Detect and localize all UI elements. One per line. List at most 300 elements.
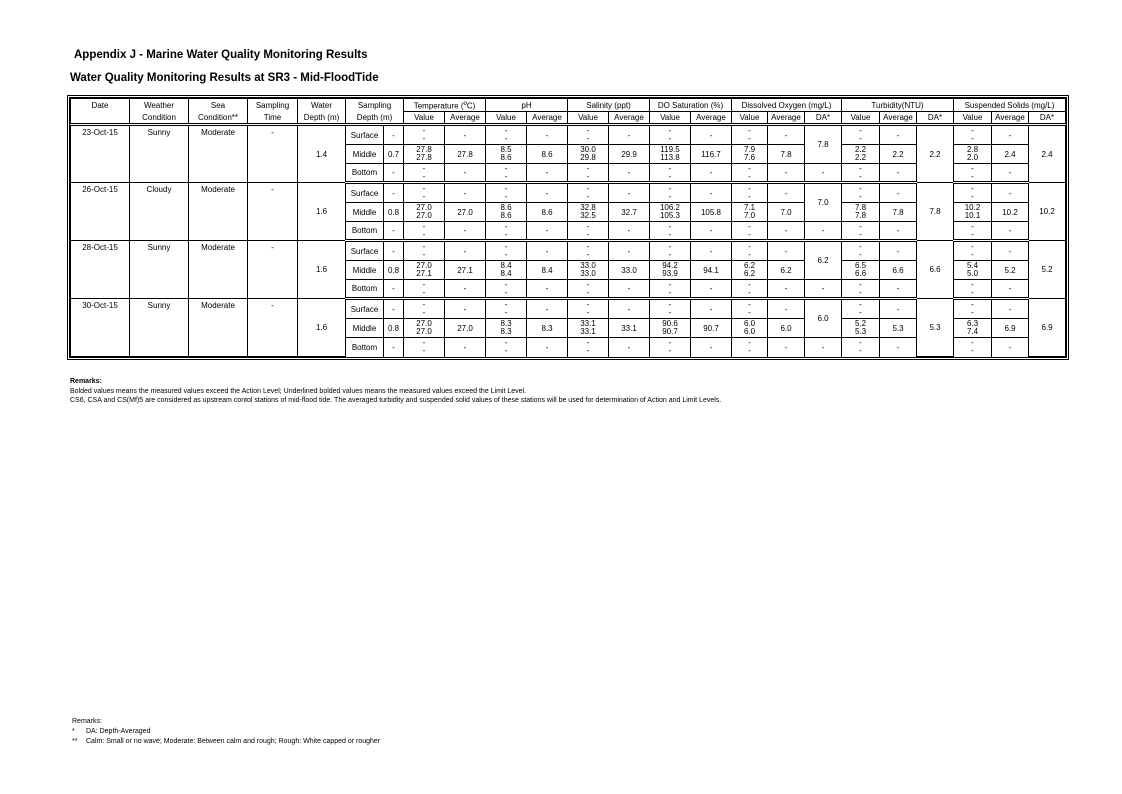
temp-average-cell: 27.0 bbox=[445, 319, 486, 338]
dosat-average-cell: 90.7 bbox=[691, 319, 732, 338]
dosat-average-cell: - bbox=[691, 183, 732, 203]
header-ss-value: Value bbox=[954, 112, 992, 125]
dosat-value-cell bbox=[650, 164, 691, 183]
sal-average-cell: 29.9 bbox=[609, 145, 650, 164]
table-title: Water Quality Monitoring Results at SR3 - Mid-FloodTide bbox=[70, 72, 379, 84]
do-value-cell-reading: - bbox=[748, 221, 751, 231]
ss-value-cell-reading: 2.8 bbox=[966, 145, 979, 154]
temp-value-cell bbox=[404, 280, 445, 299]
ph-value-cell-reading: - bbox=[504, 163, 508, 173]
do-value-cell-pair bbox=[732, 204, 767, 220]
water-depth-cell: 1.6 bbox=[298, 241, 346, 299]
ss-value-cell-reading: - bbox=[971, 279, 974, 289]
ph-average-cell: 8.6 bbox=[527, 203, 568, 222]
do-value-cell-reading: - bbox=[748, 242, 751, 251]
dosat-value-cell-reading: - bbox=[668, 287, 672, 297]
header-suspended-solids: Suspended Solids (mg/L) bbox=[954, 99, 1066, 112]
do-value-cell-reading: 6.0 bbox=[743, 327, 756, 336]
sal-value-cell-reading: - bbox=[586, 134, 590, 143]
ss-value-cell-reading: 2.0 bbox=[966, 153, 979, 162]
temp-value-cell-reading: 27.0 bbox=[416, 211, 432, 220]
sal-value-cell bbox=[568, 164, 609, 183]
do-value-cell-reading: - bbox=[748, 184, 751, 193]
turb-value-cell-reading: - bbox=[859, 163, 862, 173]
sea-cell: Moderate bbox=[189, 299, 248, 357]
header-sal-value: Value bbox=[568, 112, 609, 125]
turb-value-cell-pair bbox=[842, 281, 879, 297]
ss-da-cell: 2.4 bbox=[1029, 125, 1066, 183]
turb-average-cell: - bbox=[880, 299, 917, 319]
temp-value-cell-reading: - bbox=[422, 229, 426, 239]
ph-average-cell: - bbox=[527, 164, 568, 183]
ss-value-cell bbox=[954, 319, 992, 338]
weather-cell: Sunny bbox=[130, 125, 189, 183]
dosat-value-cell-reading: - bbox=[668, 221, 672, 231]
sampling-level-cell: Surface bbox=[346, 125, 384, 145]
ph-average-cell: - bbox=[527, 338, 568, 357]
sampling-depth-cell: - bbox=[384, 299, 404, 319]
dosat-value-cell-pair bbox=[650, 223, 690, 239]
results-table-frame bbox=[67, 95, 1069, 360]
sal-average-cell: - bbox=[609, 299, 650, 319]
dosat-value-cell-reading: - bbox=[668, 308, 672, 317]
do-value-cell bbox=[732, 241, 768, 261]
sal-value-cell-reading: - bbox=[586, 242, 590, 251]
do-average-cell: - bbox=[768, 338, 805, 357]
sal-value-cell-pair bbox=[568, 320, 608, 336]
sal-value-cell-reading: - bbox=[586, 338, 590, 348]
header-turb-average: Average bbox=[880, 112, 917, 125]
do-value-cell-reading: - bbox=[748, 192, 751, 201]
sampling-level-cell: Middle bbox=[346, 319, 384, 338]
do-value-cell-pair bbox=[732, 339, 767, 355]
sal-value-cell-reading: 30.0 bbox=[580, 145, 596, 154]
temp-value-cell-reading: 27.8 bbox=[416, 153, 432, 162]
turb-average-cell: 5.3 bbox=[880, 319, 917, 338]
dosat-value-cell bbox=[650, 338, 691, 357]
sampling-level-cell: Middle bbox=[346, 203, 384, 222]
sal-average-cell: - bbox=[609, 280, 650, 299]
sampling-level-cell: Bottom bbox=[346, 338, 384, 357]
dosat-value-cell bbox=[650, 241, 691, 261]
sal-value-cell bbox=[568, 280, 609, 299]
dosat-average-cell: - bbox=[691, 222, 732, 241]
sampling-level-cell: Middle bbox=[346, 261, 384, 280]
header-turbidity: Turbidity(NTU) bbox=[842, 99, 954, 112]
remarks-bottom bbox=[72, 717, 380, 747]
ph-value-cell-reading: - bbox=[504, 250, 508, 259]
sal-average-cell: 33.1 bbox=[609, 319, 650, 338]
do-value-cell bbox=[732, 338, 768, 357]
do-value-cell-reading: - bbox=[748, 229, 751, 239]
temp-average-cell: 27.8 bbox=[445, 145, 486, 164]
do-value-cell-reading: 6.2 bbox=[743, 269, 756, 278]
turb-average-cell: 2.2 bbox=[880, 145, 917, 164]
ss-value-cell bbox=[954, 125, 992, 145]
sal-value-cell-pair bbox=[568, 301, 608, 317]
temp-value-cell bbox=[404, 319, 445, 338]
turb-average-cell: - bbox=[880, 183, 917, 203]
dosat-value-cell bbox=[650, 261, 691, 280]
dosat-value-cell-reading: - bbox=[668, 126, 672, 135]
water-depth-cell: 1.6 bbox=[298, 183, 346, 241]
sal-average-cell: - bbox=[609, 222, 650, 241]
remarks-bottom-heading: Remarks: bbox=[72, 718, 102, 725]
ss-value-cell bbox=[954, 241, 992, 261]
temp-value-cell-reading: - bbox=[422, 171, 426, 181]
do-value-cell-reading: 7.9 bbox=[743, 145, 756, 154]
sal-value-cell-reading: - bbox=[586, 250, 590, 259]
dosat-value-cell bbox=[650, 280, 691, 299]
ph-average-cell: - bbox=[527, 280, 568, 299]
ph-value-cell bbox=[486, 280, 527, 299]
do-value-cell-reading: - bbox=[748, 126, 751, 135]
ss-value-cell-pair bbox=[954, 320, 991, 336]
ss-value-cell-reading: - bbox=[971, 287, 974, 297]
ss-value-cell bbox=[954, 164, 992, 183]
ph-value-cell-reading: - bbox=[504, 279, 508, 289]
ss-average-cell: - bbox=[992, 241, 1029, 261]
table-body bbox=[71, 125, 1066, 357]
turb-da-cell: 5.3 bbox=[917, 299, 954, 357]
header-sampling-depth: Sampling bbox=[346, 99, 404, 112]
do-value-cell-reading: - bbox=[748, 308, 751, 317]
do-da-cell: 6.2 bbox=[805, 241, 842, 280]
turb-value-cell-reading: - bbox=[859, 171, 862, 181]
do-value-cell bbox=[732, 183, 768, 203]
sal-value-cell-reading: 33.0 bbox=[580, 261, 596, 270]
header-ph-average: Average bbox=[527, 112, 568, 125]
do-value-cell-reading: 7.1 bbox=[743, 203, 756, 212]
table-row bbox=[71, 241, 1066, 261]
temp-value-cell-reading: 27.0 bbox=[416, 319, 432, 328]
dosat-average-cell: - bbox=[691, 125, 732, 145]
sal-value-cell-pair bbox=[568, 146, 608, 162]
turb-value-cell bbox=[842, 261, 880, 280]
do-average-cell: - bbox=[768, 299, 805, 319]
ss-average-cell: - bbox=[992, 164, 1029, 183]
ph-value-cell-reading: - bbox=[504, 300, 508, 309]
dosat-value-cell-reading: 119.5 bbox=[660, 145, 680, 154]
footnote-da bbox=[72, 727, 380, 737]
ph-value-cell-reading: 8.3 bbox=[500, 327, 512, 336]
sal-value-cell-reading: - bbox=[586, 229, 590, 239]
do-da-cell: 6.0 bbox=[805, 299, 842, 338]
ph-value-cell-reading: - bbox=[504, 287, 508, 297]
sal-value-cell bbox=[568, 338, 609, 357]
do-da-cell: 7.8 bbox=[805, 125, 842, 164]
temp-value-cell-pair bbox=[404, 301, 444, 317]
water-depth-cell: 1.6 bbox=[298, 299, 346, 357]
dosat-average-cell: 105.8 bbox=[691, 203, 732, 222]
temp-value-cell bbox=[404, 203, 445, 222]
do-da-cell: 7.0 bbox=[805, 183, 842, 222]
temp-value-cell-reading: 27.0 bbox=[416, 203, 432, 212]
sal-value-cell-reading: - bbox=[586, 184, 590, 193]
do-average-cell: - bbox=[768, 222, 805, 241]
turb-value-cell bbox=[842, 280, 880, 299]
turb-value-cell-pair bbox=[842, 339, 879, 355]
ph-value-cell-reading: 8.6 bbox=[500, 203, 512, 212]
sal-average-cell: - bbox=[609, 183, 650, 203]
do-value-cell bbox=[732, 222, 768, 241]
turb-value-cell-reading: - bbox=[859, 126, 862, 135]
results-table bbox=[70, 98, 1066, 357]
remarks-top-line-1: Bolded values means the measured values exceed the Action Level; Underlined bolded values means the measured values exceed the Limit Level. bbox=[70, 387, 527, 395]
do-value-cell-reading: - bbox=[748, 163, 751, 173]
do-value-cell-reading: - bbox=[748, 287, 751, 297]
header-sea-2: Condition** bbox=[189, 112, 248, 125]
dosat-value-cell-reading: - bbox=[668, 346, 672, 356]
do-da-bottom-cell: - bbox=[805, 164, 842, 183]
footnote-text: Calm: Small or no wave; Moderate: Between calm and rough; Rough: White capped or rougher bbox=[86, 738, 381, 745]
ss-value-cell-reading: 10.1 bbox=[964, 211, 981, 220]
turb-average-cell: - bbox=[880, 125, 917, 145]
dosat-value-cell-reading: 90.7 bbox=[662, 327, 678, 336]
temp-value-cell-reading: - bbox=[422, 242, 426, 251]
ss-value-cell-reading: 5.4 bbox=[966, 261, 979, 270]
temp-value-cell-reading: - bbox=[422, 300, 426, 309]
do-value-cell-reading: - bbox=[748, 250, 751, 259]
sal-value-cell-reading: - bbox=[586, 192, 590, 201]
sal-value-cell-reading: - bbox=[586, 221, 590, 231]
ss-value-cell-reading: - bbox=[971, 163, 974, 173]
sal-average-cell: - bbox=[609, 241, 650, 261]
turb-da-cell: 2.2 bbox=[917, 125, 954, 183]
do-value-cell-pair bbox=[732, 127, 767, 143]
turb-value-cell-reading: 2.2 bbox=[854, 153, 867, 162]
temp-value-cell-reading: - bbox=[422, 221, 426, 231]
dosat-value-cell-reading: - bbox=[668, 163, 672, 173]
turb-value-cell-reading: - bbox=[859, 300, 862, 309]
do-value-cell-pair bbox=[732, 165, 767, 181]
temp-average-cell: 27.0 bbox=[445, 203, 486, 222]
ss-value-cell-reading: 5.0 bbox=[966, 269, 979, 278]
turb-value-cell bbox=[842, 338, 880, 357]
turb-average-cell: - bbox=[880, 164, 917, 183]
turb-value-cell-reading: 6.5 bbox=[854, 261, 867, 270]
sal-value-cell-pair bbox=[568, 185, 608, 201]
turb-average-cell: 7.8 bbox=[880, 203, 917, 222]
turb-average-cell: 6.6 bbox=[880, 261, 917, 280]
temp-average-cell: 27.1 bbox=[445, 261, 486, 280]
turb-value-cell bbox=[842, 222, 880, 241]
dosat-value-cell bbox=[650, 125, 691, 145]
footnote-text: DA: Depth-Averaged bbox=[86, 728, 151, 735]
do-value-cell bbox=[732, 299, 768, 319]
temp-value-cell bbox=[404, 338, 445, 357]
dosat-average-cell: - bbox=[691, 280, 732, 299]
sampling-depth-cell: - bbox=[384, 241, 404, 261]
ss-value-cell-reading: - bbox=[971, 242, 974, 251]
ss-value-cell-pair bbox=[954, 146, 991, 162]
temp-value-cell-reading: 27.0 bbox=[416, 261, 432, 270]
ss-average-cell: - bbox=[992, 183, 1029, 203]
sal-value-cell-reading: - bbox=[586, 308, 590, 317]
dosat-average-cell: - bbox=[691, 164, 732, 183]
turb-value-cell bbox=[842, 299, 880, 319]
ss-value-cell-reading: - bbox=[971, 184, 974, 193]
weather-cell: Cloudy bbox=[130, 183, 189, 241]
temp-value-cell-pair bbox=[404, 185, 444, 201]
dosat-average-cell: - bbox=[691, 241, 732, 261]
turb-value-cell-reading: 5.3 bbox=[854, 327, 867, 336]
sal-average-cell: - bbox=[609, 125, 650, 145]
temp-value-cell bbox=[404, 164, 445, 183]
turb-value-cell bbox=[842, 145, 880, 164]
ss-value-cell-pair bbox=[954, 185, 991, 201]
footnote-mark: * bbox=[72, 728, 75, 735]
temp-value-cell-pair bbox=[404, 339, 444, 355]
do-value-cell bbox=[732, 261, 768, 280]
temp-value-cell bbox=[404, 145, 445, 164]
ph-value-cell-reading: - bbox=[504, 338, 508, 348]
header-do-saturation: DO Saturation (%) bbox=[650, 99, 732, 112]
temp-value-cell bbox=[404, 125, 445, 145]
ph-value-cell-reading: 8.5 bbox=[500, 145, 512, 154]
do-value-cell bbox=[732, 164, 768, 183]
ss-da-cell: 5.2 bbox=[1029, 241, 1066, 299]
ph-average-cell: 8.3 bbox=[527, 319, 568, 338]
dosat-value-cell-pair bbox=[650, 320, 690, 336]
temp-value-cell-reading: 27.1 bbox=[416, 269, 432, 278]
turb-value-cell-reading: 7.8 bbox=[854, 203, 867, 212]
sampling-depth-cell: 0.8 bbox=[384, 319, 404, 338]
sal-value-cell-reading: 33.0 bbox=[580, 269, 596, 278]
ss-value-cell-reading: - bbox=[971, 250, 974, 259]
ph-value-cell-reading: - bbox=[504, 126, 508, 135]
do-value-cell-reading: - bbox=[748, 300, 751, 309]
do-value-cell-reading: - bbox=[748, 134, 751, 143]
do-da-bottom-cell: - bbox=[805, 222, 842, 241]
ss-average-cell: - bbox=[992, 222, 1029, 241]
remarks-top-line-2: CS6, CSA and CS(Mf)5 are considered as upstream contol stations of mid-flood tide. The averaged turbidity and suspended solid values of these stations will be used for determination of Action and Limit Levels. bbox=[70, 397, 722, 404]
turb-value-cell-pair bbox=[842, 301, 879, 317]
turb-value-cell-pair bbox=[842, 243, 879, 259]
header-ss-average: Average bbox=[992, 112, 1029, 125]
turb-value-cell-reading: - bbox=[859, 229, 862, 239]
turb-value-cell bbox=[842, 203, 880, 222]
header-temperature: Temperature ($^o$C) bbox=[404, 99, 486, 112]
dosat-value-cell-reading: - bbox=[668, 184, 672, 193]
dosat-value-cell-reading: - bbox=[668, 192, 672, 201]
remarks-top bbox=[70, 377, 721, 406]
dosat-value-cell bbox=[650, 145, 691, 164]
dosat-value-cell bbox=[650, 319, 691, 338]
sampling-level-cell: Surface bbox=[346, 183, 384, 203]
turb-value-cell bbox=[842, 183, 880, 203]
sal-average-cell: - bbox=[609, 164, 650, 183]
sampling-depth-cell: - bbox=[384, 280, 404, 299]
header-sampling-time-2: Time bbox=[248, 112, 298, 125]
date-cell: 30-Oct-15 bbox=[71, 299, 130, 357]
temp-value-cell-reading: - bbox=[422, 250, 426, 259]
dosat-value-cell-reading: 106.2 bbox=[659, 203, 681, 212]
dosat-value-cell-pair bbox=[650, 339, 690, 355]
date-cell: 26-Oct-15 bbox=[71, 183, 130, 241]
sal-value-cell-pair bbox=[568, 262, 608, 278]
ss-value-cell-reading: - bbox=[971, 308, 974, 317]
ph-value-cell bbox=[486, 241, 527, 261]
ph-value-cell bbox=[486, 164, 527, 183]
dosat-average-cell: - bbox=[691, 299, 732, 319]
ph-average-cell: 8.4 bbox=[527, 261, 568, 280]
temp-value-cell-reading: - bbox=[422, 279, 426, 289]
header-salinity: Salinity (ppt) bbox=[568, 99, 650, 112]
temp-average-cell: - bbox=[445, 299, 486, 319]
turb-value-cell-pair bbox=[842, 127, 879, 143]
temp-value-cell-reading: - bbox=[422, 338, 426, 348]
turb-value-cell-pair bbox=[842, 262, 879, 278]
sal-value-cell-reading: - bbox=[586, 171, 590, 181]
sampling-time-cell: - bbox=[248, 183, 298, 241]
do-value-cell bbox=[732, 145, 768, 164]
sal-value-cell-reading: - bbox=[586, 279, 590, 289]
sal-value-cell-reading: 33.1 bbox=[580, 327, 596, 336]
dosat-value-cell-reading: - bbox=[668, 171, 672, 181]
temp-value-cell-reading: 27.0 bbox=[416, 327, 432, 336]
ss-value-cell-pair bbox=[954, 223, 991, 239]
sal-average-cell: 32.7 bbox=[609, 203, 650, 222]
header-temp-average: Average bbox=[445, 112, 486, 125]
ph-value-cell bbox=[486, 299, 527, 319]
water-depth-cell: 1.4 bbox=[298, 125, 346, 183]
turb-value-cell-pair bbox=[842, 165, 879, 181]
dosat-value-cell-pair bbox=[650, 262, 690, 278]
ph-value-cell-reading: - bbox=[504, 308, 508, 317]
sampling-depth-cell: - bbox=[384, 222, 404, 241]
ph-average-cell: - bbox=[527, 222, 568, 241]
temp-value-cell-reading: - bbox=[422, 126, 426, 135]
turb-average-cell: - bbox=[880, 280, 917, 299]
do-value-cell-reading: - bbox=[748, 338, 751, 348]
ph-value-cell-pair bbox=[486, 339, 526, 355]
sal-value-cell bbox=[568, 183, 609, 203]
ss-value-cell-reading: - bbox=[971, 346, 974, 356]
turb-value-cell-reading: - bbox=[859, 221, 862, 231]
ph-value-cell-reading: - bbox=[504, 184, 508, 193]
weather-cell: Sunny bbox=[130, 299, 189, 357]
temp-average-cell: - bbox=[445, 241, 486, 261]
dosat-value-cell-reading: 90.6 bbox=[662, 319, 678, 328]
dosat-value-cell-pair bbox=[650, 301, 690, 317]
do-average-cell: - bbox=[768, 183, 805, 203]
turb-value-cell-reading: - bbox=[859, 308, 862, 317]
ss-average-cell: 6.9 bbox=[992, 319, 1029, 338]
do-value-cell-pair bbox=[732, 243, 767, 259]
turb-value-cell-reading: - bbox=[859, 192, 862, 201]
temp-average-cell: - bbox=[445, 183, 486, 203]
header-water-depth-2: Depth (m) bbox=[298, 112, 346, 125]
turb-value-cell-pair bbox=[842, 320, 879, 336]
ss-value-cell bbox=[954, 299, 992, 319]
ph-value-cell bbox=[486, 125, 527, 145]
ss-value-cell-reading: - bbox=[971, 338, 974, 348]
temp-average-cell: - bbox=[445, 164, 486, 183]
turb-value-cell-pair bbox=[842, 223, 879, 239]
turb-value-cell-reading: 6.6 bbox=[854, 269, 867, 278]
sea-cell: Moderate bbox=[189, 241, 248, 299]
ss-value-cell-pair bbox=[954, 243, 991, 259]
ss-da-cell: 10.2 bbox=[1029, 183, 1066, 241]
ph-value-cell-reading: - bbox=[504, 242, 508, 251]
dosat-value-cell-reading: - bbox=[668, 279, 672, 289]
temp-average-cell: - bbox=[445, 222, 486, 241]
ss-value-cell-pair bbox=[954, 301, 991, 317]
ss-average-cell: 5.2 bbox=[992, 261, 1029, 280]
dosat-value-cell-pair bbox=[650, 165, 690, 181]
dosat-value-cell-reading: - bbox=[668, 250, 672, 259]
